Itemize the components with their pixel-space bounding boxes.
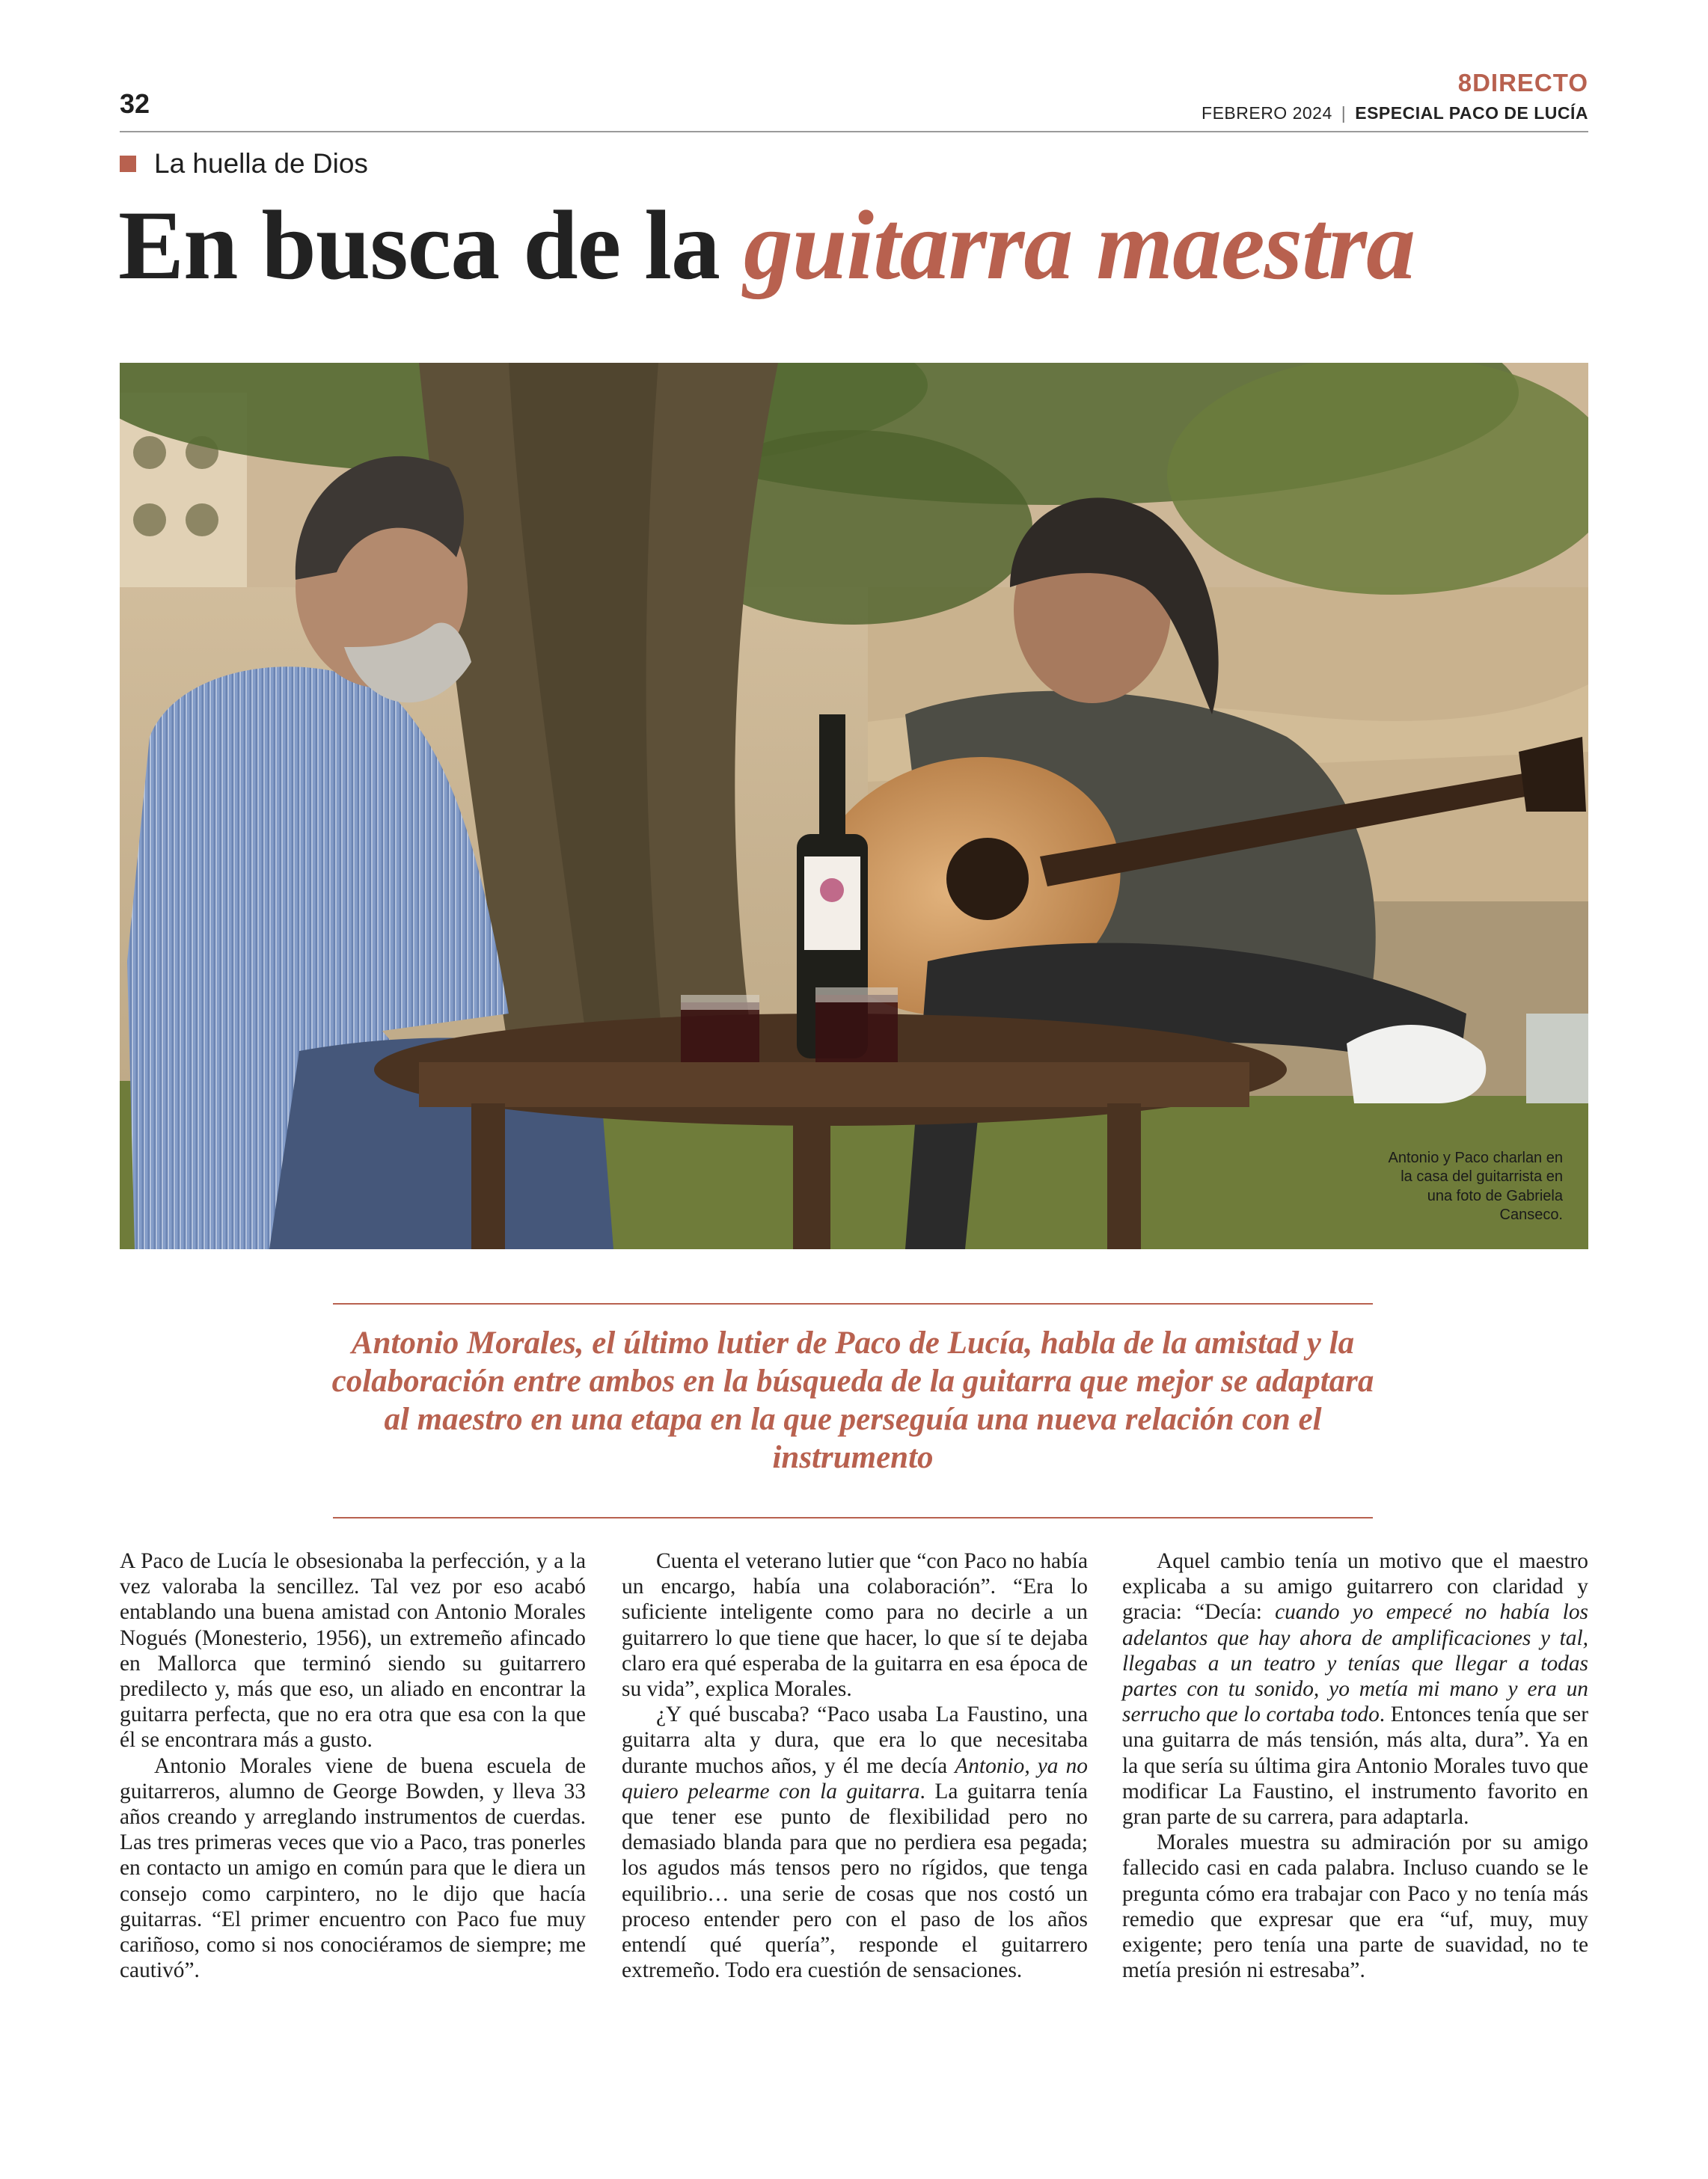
deck-rule-bottom [333,1517,1373,1518]
column-1-paragraph-2: Antonio Morales viene de buena escuela de guitarreros, alumno de George Bowden, y lleva 33 años creando y arreglando instrumentos de cuerdas. Las tres primeras veces que vio a Paco, tras ponerles en contacto un amigo en común para que le diera un consejo como carpintero, no le dijo que hacía guitarras. “El primer encuentro con Paco fue muy cariñoso, como si nos conociéramos de siempre; me cautivó”. [120,1753,586,1983]
headline-main: En busca de la [118,190,744,300]
column-2-paragraph-1: Cuenta el veterano lutier que “con Paco no había un encargo, había una colaboración”. “Era lo suficiente inteligente como para no decirle a un guitarrero lo que tiene que hacer, lo que sí te dejaba claro era qué esperaba de la guitarra en esa época de su vida”, explica Morales. [622,1549,1088,1702]
article-column-1 [120,1548,586,1983]
publication-brand: 8DIRECTO [1457,69,1588,96]
column-3-paragraph-1 [1122,1548,1588,1830]
column-1-paragraph-1: A Paco de Lucía le obsesionaba la perfección, y a la vez valoraba la sencillez. Tal vez por eso acabó entablando una buena amistad con Antonio Morales Nogués (Monesterio, 1956), un extremeño afincado en Mallorca que terminó siendo su guitarrero predilecto y, más que eso, un aliado en encontrar la guitarra perfecta, que no era otra que esa con la que él se encontrara más a gusto. [120,1549,586,1753]
photo-illustration [120,363,1588,1249]
deck: Antonio Morales, el último lutier de Paco de Lucía, habla de la amistad y la colaboración entre ambos en la búsqueda de la guitarra que mejor se adaptara al maestro en una etapa en la que perseguía una nueva relación con el instrumento [331,1326,1374,1476]
column-3-paragraph-1-start: Aquel cambio tenía un motivo que el maestro explicaba a su amigo guitarrero con claridad y gracia: “Decía: [1122,1549,1588,1625]
issue-date: FEBRERO 2024 [1202,103,1332,123]
issue-special: ESPECIAL PACO DE LUCÍA [1355,103,1588,123]
deck-rule-top [333,1303,1373,1305]
section-square-icon [120,156,136,172]
column-2-paragraph-2-end: . La guitarra tenía que tener ese punto de flexibilidad pero no demasiado blanda para que no perdiera esa pegada; los agudos más tensos pero no rígidos, que tenga equilibrio… una serie de cosas que nos costó un proceso entender pero con el paso de los años entendí qué quería”, responde el guitarrero extremeño. Todo era cuestión de sensaciones. [622,1779,1088,1983]
section-label [120,148,368,180]
column-3-paragraph-2: Morales muestra su admiración por su amigo fallecido casi en cada palabra. Incluso cuando se le pregunta cómo era trabajar con Paco y no tenía más remedio que expresar que era “uf, muy, muy exigente; pero tenía una parte de suavidad, no te metía presión ni estresaba”. [1122,1830,1588,1983]
issue-separator: | [1341,103,1347,123]
issue-line [1202,103,1588,123]
column-3-paragraph-1-end: . Entonces tenía que ser una guitarra de más tensión, más alta, dura”. Ya en la que sería su última gira Antonio Morales tuvo que modificar La Faustino, el instrumento favorito en gran parte de su carrera, para adaptarla. [1122,1703,1588,1830]
page-number: 32 [120,88,150,119]
article-column-2 [622,1548,1088,1983]
headline [118,190,1415,300]
headline-accent: guitarra maestra [743,190,1415,300]
column-2-paragraph-2 [622,1702,1088,1983]
article-column-3 [1122,1548,1588,1983]
column-2-quote-italic: Antonio, ya no quiero pelearme con la guitarra [622,1753,1088,1803]
photo [120,363,1588,1249]
column-3-quote-italic: cuando yo empecé no había los adelantos que hay ahora de amplificaciones y tal, llegabas a un teatro y tenías que llegar a todas partes con tu sonido, yo metía mi mano y era un serrucho que lo cortaba todo [1122,1600,1588,1727]
photo-caption: Antonio y Paco charlan en la casa del guitarrista en una foto de Gabriela Canseco. [1388,1149,1563,1224]
section-label-text: La huella de Dios [154,148,368,179]
column-2-paragraph-2-start: ¿Y qué buscaba? “Paco usaba La Faustino, una guitarra alta y dura, que era lo que necesitaba durante muchos años, y él me decía [622,1703,1088,1778]
header-rule [120,131,1588,132]
